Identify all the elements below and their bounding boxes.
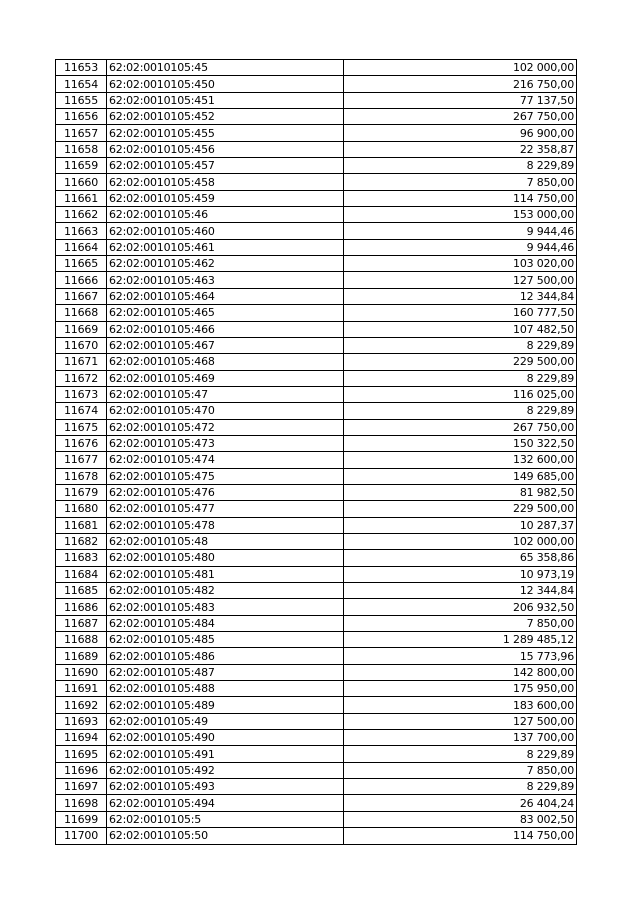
table-row (56, 795, 577, 811)
cadastral-number-cell: 62:02:0010105:463 (107, 272, 344, 288)
row-number-cell: 11682 (56, 533, 107, 549)
cadastral-value-cell: 150 322,50 (344, 435, 577, 451)
row-number-cell: 11662 (56, 207, 107, 223)
row-number-cell: 11693 (56, 713, 107, 729)
cadastral-number-cell: 62:02:0010105:472 (107, 419, 344, 435)
cadastral-number-cell: 62:02:0010105:492 (107, 762, 344, 778)
table-row (56, 403, 577, 419)
table-row (56, 386, 577, 402)
table-row (56, 632, 577, 648)
table-row (56, 517, 577, 533)
table-row (56, 419, 577, 435)
cadastral-value-cell: 102 000,00 (344, 533, 577, 549)
row-number-cell: 11660 (56, 174, 107, 190)
cadastral-number-cell: 62:02:0010105:493 (107, 779, 344, 795)
table-row (56, 321, 577, 337)
cadastral-value-cell: 7 850,00 (344, 174, 577, 190)
cadastral-number-cell: 62:02:0010105:461 (107, 239, 344, 255)
table-row (56, 730, 577, 746)
cadastral-number-cell: 62:02:0010105:488 (107, 681, 344, 697)
cadastral-number-cell: 62:02:0010105:451 (107, 92, 344, 108)
cadastral-number-cell: 62:02:0010105:47 (107, 386, 344, 402)
cadastral-number-cell: 62:02:0010105:475 (107, 468, 344, 484)
cadastral-value-cell: 15 773,96 (344, 648, 577, 664)
cadastral-number-cell: 62:02:0010105:487 (107, 664, 344, 680)
table-row (56, 533, 577, 549)
row-number-cell: 11661 (56, 190, 107, 206)
cadastral-number-cell: 62:02:0010105:457 (107, 158, 344, 174)
cadastral-number-cell: 62:02:0010105:473 (107, 435, 344, 451)
cadastral-value-cell: 12 344,84 (344, 583, 577, 599)
table-row (56, 190, 577, 206)
row-number-cell: 11666 (56, 272, 107, 288)
row-number-cell: 11670 (56, 337, 107, 353)
table-body (56, 60, 577, 845)
row-number-cell: 11656 (56, 109, 107, 125)
table-row (56, 468, 577, 484)
cadastral-value-cell: 26 404,24 (344, 795, 577, 811)
table-row (56, 664, 577, 680)
table-row (56, 207, 577, 223)
cadastral-value-cell: 216 750,00 (344, 76, 577, 92)
cadastral-value-cell: 7 850,00 (344, 615, 577, 631)
cadastral-value-cell: 8 229,89 (344, 779, 577, 795)
table-row (56, 305, 577, 321)
cadastral-number-cell: 62:02:0010105:480 (107, 550, 344, 566)
table-row (56, 484, 577, 500)
cadastral-value-cell: 107 482,50 (344, 321, 577, 337)
table-row (56, 648, 577, 664)
cadastral-value-cell: 1 289 485,12 (344, 632, 577, 648)
cadastral-value-cell: 267 750,00 (344, 109, 577, 125)
cadastral-number-cell: 62:02:0010105:469 (107, 370, 344, 386)
cadastral-value-cell: 127 500,00 (344, 713, 577, 729)
table-row (56, 158, 577, 174)
cadastral-value-cell: 267 750,00 (344, 419, 577, 435)
cadastral-value-cell: 229 500,00 (344, 354, 577, 370)
row-number-cell: 11685 (56, 583, 107, 599)
row-number-cell: 11684 (56, 566, 107, 582)
cadastral-value-cell: 229 500,00 (344, 501, 577, 517)
table-row (56, 435, 577, 451)
table-row (56, 354, 577, 370)
table-row (56, 681, 577, 697)
table-row (56, 615, 577, 631)
cadastral-number-cell: 62:02:0010105:467 (107, 337, 344, 353)
cadastral-value-cell: 137 700,00 (344, 730, 577, 746)
table-row (56, 174, 577, 190)
row-number-cell: 11674 (56, 403, 107, 419)
row-number-cell: 11699 (56, 811, 107, 827)
row-number-cell: 11655 (56, 92, 107, 108)
cadastral-number-cell: 62:02:0010105:466 (107, 321, 344, 337)
table-row (56, 239, 577, 255)
row-number-cell: 11695 (56, 746, 107, 762)
cadastral-value-cell: 9 944,46 (344, 223, 577, 239)
row-number-cell: 11659 (56, 158, 107, 174)
table-row (56, 746, 577, 762)
table-row (56, 599, 577, 615)
table-row (56, 501, 577, 517)
row-number-cell: 11658 (56, 141, 107, 157)
table-row (56, 828, 577, 844)
row-number-cell: 11697 (56, 779, 107, 795)
row-number-cell: 11688 (56, 632, 107, 648)
row-number-cell: 11654 (56, 76, 107, 92)
row-number-cell: 11681 (56, 517, 107, 533)
table-row (56, 76, 577, 92)
cadastral-number-cell: 62:02:0010105:464 (107, 288, 344, 304)
table-row (56, 256, 577, 272)
cadastral-number-cell: 62:02:0010105:450 (107, 76, 344, 92)
cadastral-number-cell: 62:02:0010105:5 (107, 811, 344, 827)
row-number-cell: 11690 (56, 664, 107, 680)
row-number-cell: 11683 (56, 550, 107, 566)
cadastral-number-cell: 62:02:0010105:458 (107, 174, 344, 190)
cadastral-value-cell: 149 685,00 (344, 468, 577, 484)
table-row (56, 92, 577, 108)
table-row (56, 452, 577, 468)
cadastral-number-cell: 62:02:0010105:465 (107, 305, 344, 321)
row-number-cell: 11691 (56, 681, 107, 697)
cadastral-value-cell: 102 000,00 (344, 60, 577, 76)
cadastral-number-cell: 62:02:0010105:462 (107, 256, 344, 272)
table-row (56, 272, 577, 288)
row-number-cell: 11676 (56, 435, 107, 451)
table-row (56, 109, 577, 125)
cadastral-number-cell: 62:02:0010105:478 (107, 517, 344, 533)
cadastral-value-cell: 142 800,00 (344, 664, 577, 680)
cadastral-number-cell: 62:02:0010105:455 (107, 125, 344, 141)
cadastral-value-cell: 8 229,89 (344, 403, 577, 419)
row-number-cell: 11694 (56, 730, 107, 746)
cadastral-number-cell: 62:02:0010105:485 (107, 632, 344, 648)
row-number-cell: 11700 (56, 828, 107, 844)
cadastral-value-cell: 160 777,50 (344, 305, 577, 321)
cadastral-value-cell: 153 000,00 (344, 207, 577, 223)
row-number-cell: 11663 (56, 223, 107, 239)
cadastral-value-cell: 114 750,00 (344, 190, 577, 206)
cadastral-value-cell: 116 025,00 (344, 386, 577, 402)
cadastral-value-cell: 206 932,50 (344, 599, 577, 615)
table-row (56, 550, 577, 566)
table-row (56, 141, 577, 157)
table-row (56, 370, 577, 386)
cadastral-number-cell: 62:02:0010105:459 (107, 190, 344, 206)
cadastral-value-cell: 81 982,50 (344, 484, 577, 500)
row-number-cell: 11675 (56, 419, 107, 435)
row-number-cell: 11692 (56, 697, 107, 713)
row-number-cell: 11657 (56, 125, 107, 141)
cadastral-number-cell: 62:02:0010105:484 (107, 615, 344, 631)
cadastral-value-cell: 10 287,37 (344, 517, 577, 533)
cadastral-number-cell: 62:02:0010105:468 (107, 354, 344, 370)
cadastral-number-cell: 62:02:0010105:456 (107, 141, 344, 157)
row-number-cell: 11687 (56, 615, 107, 631)
row-number-cell: 11665 (56, 256, 107, 272)
cadastral-value-table (55, 59, 577, 845)
cadastral-number-cell: 62:02:0010105:48 (107, 533, 344, 549)
table-row (56, 337, 577, 353)
cadastral-number-cell: 62:02:0010105:481 (107, 566, 344, 582)
row-number-cell: 11696 (56, 762, 107, 778)
table-row (56, 811, 577, 827)
cadastral-number-cell: 62:02:0010105:452 (107, 109, 344, 125)
row-number-cell: 11669 (56, 321, 107, 337)
row-number-cell: 11667 (56, 288, 107, 304)
cadastral-value-cell: 175 950,00 (344, 681, 577, 697)
row-number-cell: 11678 (56, 468, 107, 484)
row-number-cell: 11686 (56, 599, 107, 615)
row-number-cell: 11677 (56, 452, 107, 468)
cadastral-value-cell: 77 137,50 (344, 92, 577, 108)
table-row (56, 288, 577, 304)
table-row (56, 697, 577, 713)
cadastral-value-cell: 10 973,19 (344, 566, 577, 582)
cadastral-number-cell: 62:02:0010105:482 (107, 583, 344, 599)
cadastral-value-cell: 114 750,00 (344, 828, 577, 844)
cadastral-number-cell: 62:02:0010105:46 (107, 207, 344, 223)
cadastral-number-cell: 62:02:0010105:460 (107, 223, 344, 239)
row-number-cell: 11653 (56, 60, 107, 76)
cadastral-value-cell: 65 358,86 (344, 550, 577, 566)
cadastral-value-cell: 132 600,00 (344, 452, 577, 468)
row-number-cell: 11679 (56, 484, 107, 500)
row-number-cell: 11673 (56, 386, 107, 402)
table-row (56, 223, 577, 239)
cadastral-number-cell: 62:02:0010105:49 (107, 713, 344, 729)
table-row (56, 713, 577, 729)
cadastral-value-cell: 8 229,89 (344, 337, 577, 353)
row-number-cell: 11680 (56, 501, 107, 517)
cadastral-number-cell: 62:02:0010105:476 (107, 484, 344, 500)
cadastral-value-cell: 8 229,89 (344, 370, 577, 386)
cadastral-value-cell: 83 002,50 (344, 811, 577, 827)
row-number-cell: 11671 (56, 354, 107, 370)
cadastral-value-cell: 12 344,84 (344, 288, 577, 304)
cadastral-number-cell: 62:02:0010105:477 (107, 501, 344, 517)
cadastral-number-cell: 62:02:0010105:490 (107, 730, 344, 746)
row-number-cell: 11668 (56, 305, 107, 321)
cadastral-value-cell: 103 020,00 (344, 256, 577, 272)
cadastral-number-cell: 62:02:0010105:474 (107, 452, 344, 468)
table-row (56, 583, 577, 599)
cadastral-number-cell: 62:02:0010105:494 (107, 795, 344, 811)
cadastral-value-cell: 8 229,89 (344, 158, 577, 174)
row-number-cell: 11664 (56, 239, 107, 255)
cadastral-number-cell: 62:02:0010105:486 (107, 648, 344, 664)
row-number-cell: 11689 (56, 648, 107, 664)
cadastral-number-cell: 62:02:0010105:483 (107, 599, 344, 615)
cadastral-value-cell: 22 358,87 (344, 141, 577, 157)
table-row (56, 125, 577, 141)
table-row (56, 779, 577, 795)
cadastral-value-cell: 183 600,00 (344, 697, 577, 713)
table-row (56, 762, 577, 778)
table-row (56, 60, 577, 76)
cadastral-number-cell: 62:02:0010105:470 (107, 403, 344, 419)
cadastral-number-cell: 62:02:0010105:491 (107, 746, 344, 762)
row-number-cell: 11698 (56, 795, 107, 811)
cadastral-value-cell: 7 850,00 (344, 762, 577, 778)
cadastral-number-cell: 62:02:0010105:489 (107, 697, 344, 713)
cadastral-number-cell: 62:02:0010105:50 (107, 828, 344, 844)
row-number-cell: 11672 (56, 370, 107, 386)
cadastral-value-cell: 96 900,00 (344, 125, 577, 141)
cadastral-value-cell: 8 229,89 (344, 746, 577, 762)
cadastral-value-cell: 9 944,46 (344, 239, 577, 255)
table-row (56, 566, 577, 582)
cadastral-number-cell: 62:02:0010105:45 (107, 60, 344, 76)
cadastral-value-cell: 127 500,00 (344, 272, 577, 288)
